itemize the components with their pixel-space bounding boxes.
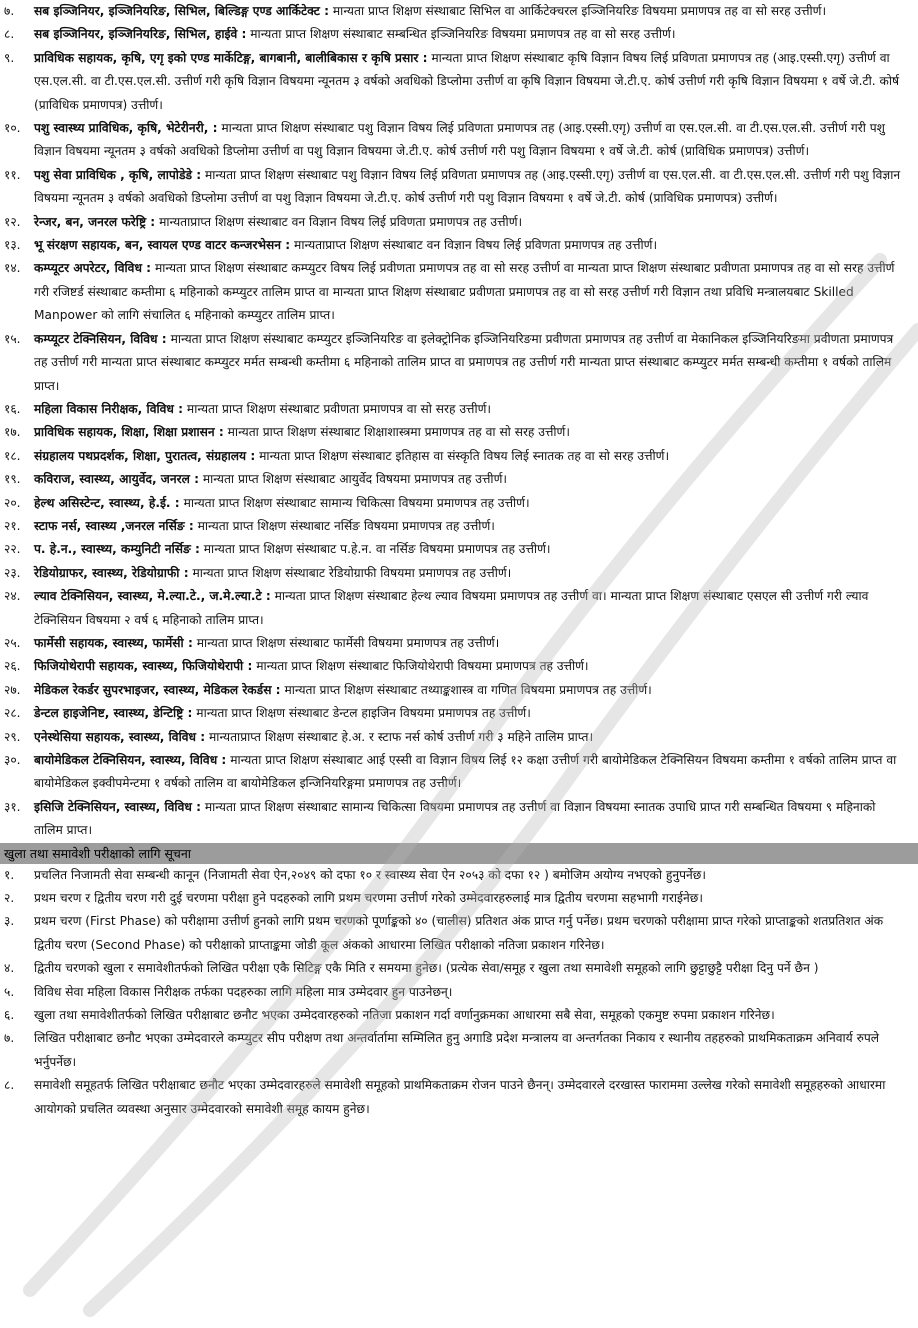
qualification-text: मान्यता प्राप्त शिक्षण संस्थाबाट सम्बन्धित इञ्जिनियरिङ विषयमा प्रमाणपत्र तह वा सो सरह उत्तीर्ण। <box>250 27 676 42</box>
eligibility-item <box>0 445 918 468</box>
eligibility-item <box>0 796 918 843</box>
item-number: १४. <box>4 261 21 276</box>
qualification-text: मान्यता प्राप्त शिक्षण संस्थाबाट सामान्य चिकित्सा विषयमा प्रमाणपत्र तह उत्तीर्ण वा विज्ञान विषयमा स्नातक उपाधि प्राप्त गरी सम्बन्धित विषयमा ९ महिनाको तालिम प्राप्त। <box>34 799 876 838</box>
post-title: सब इञ्जिनियर, इञ्जिनियरिङ, सिभिल, हाईवे : <box>34 27 247 42</box>
item-number: ८. <box>4 27 15 42</box>
item-number: ७. <box>4 4 15 18</box>
item-body <box>34 492 908 515</box>
item-body <box>34 234 908 257</box>
eligibility-item <box>0 749 918 796</box>
eligibility-item <box>0 23 918 46</box>
item-body <box>34 23 908 46</box>
qualification-text: मान्यता प्राप्त शिक्षण संस्थाबाट हेल्थ ल्याव विषयमा प्रमाणपत्र तह उत्तीर्ण वा। मान्यता प्राप्त शिक्षण संस्थाबाट एसएल सी उत्तीर्ण गरी ल्याव टेक्निसियन विषयमा २ वर्ष ६ महिनाको तालिम प्राप्त। <box>34 589 869 627</box>
qualification-text: मान्यता प्राप्त शिक्षण संस्थाबाट रेडियोग्राफी विषयमा प्रमाणपत्र तह उत्तीर्ण। <box>192 565 512 580</box>
item-number: २८. <box>4 706 21 721</box>
post-title: रेडियोग्राफर, स्वास्थ्य, रेडियोग्राफी : <box>34 565 189 580</box>
post-title: प. हे.न., स्वास्थ्य, कम्युनिटी नर्सिङ : <box>34 542 200 557</box>
notice-item <box>0 981 918 1004</box>
qualification-text: मान्यता प्राप्त शिक्षण संस्थाबाट आई एस्सी वा विज्ञान विषय लिई १२ कक्षा उत्तीर्ण गरी बायोमेडिकल टेक्निसियन विषयमा कम्तीमा १ वर्षको तालिम प्राप्त वा बायोमेडिकल इक्वीपमेन्टमा १ वर्षको तालिम वा बायोमेडिकल इन्जिनियरिङ्गमा प्रमाणपत्र तह उत्तीर्ण। <box>34 753 897 791</box>
item-number: २७. <box>4 682 21 697</box>
qualification-text: मान्यता प्राप्त शिक्षण संस्थाबाट पशु विज्ञान विषय लिई प्रविणता प्रमाणपत्र तह (आइ.एस्सी.एगृ) उत्तीर्ण वा एस.एल.सी. वा टी.एस.एल.सी. उत्तीर्ण गरी पशु विज्ञान विषयमा न्यूनतम ३ वर्षको अवधिको डिप्लोमा उत्तीर्ण वा पशु विज्ञान विषयमा जे.टी.ए. कोर्ष उत्तीर्ण गरी पशु विज्ञान विषयमा १ वर्षे जे.टी. कोर्ष (प्राविधिक प्रमाणपत्र) उत्तीर्ण। <box>34 121 885 159</box>
eligibility-item <box>0 164 918 211</box>
eligibility-item <box>0 655 918 678</box>
item-number: ९. <box>4 50 15 65</box>
notice-text: प्रथम चरण र द्वितीय चरण गरी दुई चरणमा परीक्षा हुने पदहरुको लागि प्रथम चरणमा उत्तीर्ण गरेको उम्मेदवारहरुलाई मात्र द्वितीय चरणमा सहभागी गराईनेछ। <box>34 891 703 906</box>
notice-number: २. <box>4 891 15 906</box>
qualification-text: मान्यता प्राप्त शिक्षण संस्थाबाट पशु विज्ञान विषय लिई प्रविणता प्रमाणपत्र तह (आइ.एस्सी.एगृ) उत्तीर्ण वा एस.एल.सी. वा टी.एस.एल.सी. उत्तीर्ण गरी पशु विज्ञान विषयमा न्यूनतम ३ वर्षको अवधिको डिप्लोमा उत्तीर्ण वा पशु विज्ञान विषयमा जे.टी.ए. कोर्ष उत्तीर्ण गरी पशु विज्ञान विषयमा १ वर्षे जे.टी. कोर्ष (प्राविधिक प्रमाणपत्र) उत्तीर्ण। <box>34 167 901 206</box>
post-title: इसिजि टेक्निसियन, स्वास्थ्य, विविध : <box>34 799 201 814</box>
eligibility-item <box>0 47 918 117</box>
notice-text: प्रचलित निजामती सेवा सम्बन्धी कानून (निजामती सेवा ऐन,२०४९ को दफा १० र स्वास्थ्य सेवा ऐन २०५३ को दफा १२ ) बमोजिम अयोग्य नभएको हुनुपर्नेछ। <box>34 867 706 882</box>
qualification-text: मान्यता प्राप्त शिक्षण संस्थाबाट कम्प्युटर इञ्जिनियरिङ वा इलेक्ट्रोनिक इञ्जिनियरिङमा प्रवीणता प्रमाणपत्र तह उत्तीर्ण वा मेकानिकल इञ्जिनियरिङमा प्रवीणता प्रमाणपत्र तह उत्तीर्ण गरी मान्यता प्राप्त संस्थाबाट कम्प्युटर मर्मत सम्बन्धी कम्तीमा ६ महिनाको तालिम प्राप्त वा प्रमाणपत्र तह उत्तीर्ण गरी मान्यता प्राप्त संस्थाबाट कम्प्युटर मर्मत सम्बन्धी कम्तीमा १ वर्षको तालिम प्राप्त। <box>34 331 894 393</box>
notice-list <box>0 864 918 1121</box>
notice-number: ६. <box>4 1008 15 1023</box>
item-body <box>34 655 908 678</box>
qualification-text: मान्यता प्राप्त शिक्षण संस्थाबाट डेन्टल हाइजिन विषयमा प्रमाणपत्र तह उत्तीर्ण। <box>196 706 531 721</box>
item-number: १३. <box>4 238 21 253</box>
post-title: फिजियोथेरापी सहायक, स्वास्थ्य, फिजियोथेरापी : <box>34 659 253 674</box>
eligibility-item <box>0 702 918 725</box>
item-body <box>34 562 908 585</box>
post-title: कम्प्यूटर अपरेटर, विविध : <box>34 261 152 276</box>
notice-number: ८. <box>4 1078 15 1093</box>
post-title: स्टाफ नर्स, स्वास्थ्य ,जनरल नर्सिङ : <box>34 518 194 533</box>
item-number: २५. <box>4 635 21 650</box>
qualification-text: मान्यता प्राप्त शिक्षण संस्थाबाट प्रवीणता प्रमाणपत्र वा सो सरह उत्तीर्ण। <box>186 401 492 416</box>
post-title: पशु स्वास्थ्य प्राविधिक, कृषि, भेटेरीनरी, : <box>34 121 218 136</box>
qualification-text: मान्यता प्राप्त शिक्षण संस्थाबाट सामान्य चिकित्सा विषयमा प्रमाणपत्र तह उत्तीर्ण। <box>183 495 530 510</box>
eligibility-item <box>0 234 918 257</box>
item-body <box>34 702 908 725</box>
eligibility-item <box>0 515 918 538</box>
qualification-text: मान्यताप्राप्त शिक्षण संस्थाबाट वन विज्ञान विषय लिई प्रविणता प्रमाणपत्र तह उत्तीर्ण। <box>294 238 658 253</box>
item-number: २१. <box>4 518 21 533</box>
post-title: प्राविधिक सहायक, कृषि, एगृ इको एण्ड मार्केटिङ्ग, बागबानी, बालीबिकास र कृषि प्रसार : <box>34 50 428 65</box>
item-number: १९. <box>4 472 21 487</box>
item-body <box>34 257 908 327</box>
item-body <box>34 398 908 421</box>
item-number: १०. <box>4 121 21 136</box>
eligibility-item <box>0 492 918 515</box>
notice-item <box>0 1074 918 1121</box>
post-title: एनेस्थेसिया सहायक, स्वास्थ्य, विविध : <box>34 729 206 744</box>
notice-text: लिखित परीक्षाबाट छनौट भएका उम्मेदवारले कम्प्युटर सीप परीक्षण तथा अन्तर्वार्तामा सम्मिलित हुनु अगाडि प्रदेश मन्त्रालय वा अन्तर्गतका निकाय र स्थानीय तहहरुको प्राथमिकताक्रम अनिवार्य रुपले भर्नुपर्नेछ। <box>34 1031 880 1069</box>
eligibility-item <box>0 0 918 23</box>
post-title: रेन्जर, बन, जनरल फरेष्ट्रि : <box>34 214 156 229</box>
notice-item <box>0 910 918 957</box>
post-title: डेन्टल हाइजेनिष्ट, स्वास्थ्य, डेन्टिष्ट्रि : <box>34 706 193 721</box>
eligibility-item <box>0 562 918 585</box>
item-body <box>34 679 908 702</box>
eligibility-item <box>0 117 918 164</box>
item-body <box>34 538 908 561</box>
item-body <box>34 585 908 632</box>
qualification-text: मान्यता प्राप्त शिक्षण संस्थाबाट फिजियोथेरापी विषयमा प्रमाणपत्र तह उत्तीर्ण। <box>256 659 589 674</box>
item-body <box>34 749 908 796</box>
qualification-text: मान्यता प्राप्त शिक्षण संस्थाबाट फार्मेसी विषयमा प्रमाणपत्र तह उत्तीर्ण। <box>196 635 500 650</box>
eligibility-item <box>0 328 918 398</box>
post-title: पशु सेवा प्राविधिक , कृषि, लापोडेडे : <box>34 167 202 182</box>
qualification-text: मान्यता प्राप्त शिक्षण संस्थाबाट आयुर्वेद विषयमा प्रमाणपत्र तह उत्तीर्ण। <box>202 472 507 487</box>
post-title: महिला विकास निरीक्षक, विविध : <box>34 401 184 416</box>
item-body <box>34 796 908 843</box>
notice-text: प्रथम चरण (First Phase) को परीक्षामा उत्तीर्ण हुनको लागि प्रथम चरणको पूर्णाङ्कको ४० (चालीस) प्रतिशत अंक प्राप्त गर्नु पर्नेछ। प्रथम चरणको परीक्षामा प्राप्त गरेको प्राप्ताङ्कको शतप्रतिशत अंक द्वितीय चरण (Second Phase) को परीक्षाको प्राप्ताङ्कमा जोडी कूल अंकको आधारमा लिखित परीक्षाको नतिजा प्रकाशन गरिनेछ। <box>34 914 884 952</box>
qualification-text: मान्यता प्राप्त शिक्षण संस्थाबाट कृषि विज्ञान विषय लिई प्रविणता प्रमाणपत्र तह (आइ.एस्सी.एगृ) उत्तीर्ण वा एस.एल.सी. वा टी.एस.एल.सी. उत्तीर्ण गरी कृषि विज्ञान विषयमा न्यूनतम ३ वर्षको अवधिको डिप्लोमा उत्तीर्ण वा कृषि विज्ञान विषयमा जे.टी.ए. कोर्ष उत्तीर्ण गरी कृषि विज्ञान विषयमा १ वर्षे जे.टी. कोर्ष (प्राविधिक प्रमाणपत्र) उत्तीर्ण। <box>34 50 900 112</box>
post-title: मेडिकल रेकर्डर सुपरभाइजर, स्वास्थ्य, मेडिकल रेकर्डस : <box>34 682 281 697</box>
item-body <box>34 0 908 23</box>
item-body <box>34 211 908 234</box>
item-body <box>34 421 908 444</box>
item-body <box>34 117 908 164</box>
qualification-text: मान्यता प्राप्त शिक्षण संस्थाबाट इतिहास वा संस्कृति विषय लिई स्नातक तह वा सो सरह उत्तीर्ण। <box>259 448 670 463</box>
eligibility-item <box>0 632 918 655</box>
item-body <box>34 515 908 538</box>
post-title: फार्मेसी सहायक, स्वास्थ्य, फार्मेसी : <box>34 635 193 650</box>
notice-number: १. <box>4 867 15 882</box>
post-title: हेल्थ असिस्टेन्ट, स्वास्थ्य, हे.ई. : <box>34 495 180 510</box>
item-number: २४. <box>4 589 21 604</box>
notice-text: विविध सेवा महिला विकास निरीक्षक तर्फका पदहरुका लागि महिला मात्र उम्मेदवार हुन पाउनेछन्। <box>34 984 453 999</box>
eligibility-item <box>0 398 918 421</box>
notice-text: खुला तथा समावेशीतर्फको लिखित परीक्षाबाट छनौट भएका उम्मेदवारहरुको नतिजा प्रकाशन गर्दा वर्णानुक्रमका आधारमा सबै सेवा, समूहको एकमुष्ट रुपमा प्रकाशन गरिनेछ। <box>34 1008 775 1023</box>
qualification-text: मान्यताप्राप्त शिक्षण संस्थाबाट वन विज्ञान विषय लिई प्रविणता प्रमाणपत्र तह उत्तीर्ण। <box>159 214 523 229</box>
item-number: १२. <box>4 214 21 229</box>
notice-number: ७. <box>4 1031 15 1046</box>
qualification-text: मान्यता प्राप्त शिक्षण संस्थाबाट कम्प्युटर विषय लिई प्रवीणता प्रमाणपत्र तह वा सो सरह उत्तीर्ण वा मान्यता प्राप्त शिक्षण संस्थाबाट प्रवीणता प्रमाणपत्र तह वा सो सरह उत्तीर्ण गरी रजिष्टर्ड संस्थाबाट कम्तीमा ६ महिनाको कम्प्युटर तालिम प्राप्त वा मान्यता प्राप्त शिक्षण संस्थाबाट प्रवीणता प्रमाणपत्र तह वा सो सरह उत्तीर्ण गरी विज्ञान तथा प्रविधि मन्त्रालयबाट Skilled Manpower को लागि संचालित ६ महिनाको कम्प्युटर तालिम प्राप्त। <box>34 261 895 323</box>
notice-item <box>0 864 918 887</box>
item-number: २६. <box>4 659 21 674</box>
item-number: २३. <box>4 565 21 580</box>
qualification-text: मान्यता प्राप्त शिक्षण संस्थाबाट तथ्याङ्कशास्त्र वा गणित विषयमा प्रमाणपत्र तह उत्तीर्ण। <box>284 682 652 697</box>
notice-number: ४. <box>4 961 15 976</box>
notice-number: ५. <box>4 984 15 999</box>
eligibility-item <box>0 538 918 561</box>
item-number: १७. <box>4 425 21 440</box>
notice-item <box>0 1027 918 1074</box>
post-title: कम्प्यूटर टेक्निसियन, विविध : <box>34 331 167 346</box>
post-title: कविराज, स्वास्थ्य, आयुर्वेद, जनरल : <box>34 472 199 487</box>
item-body <box>34 47 908 117</box>
item-number: ३१. <box>4 799 21 814</box>
notice-item <box>0 1004 918 1027</box>
eligibility-item <box>0 585 918 632</box>
post-title: प्राविधिक सहायक, शिक्षा, शिक्षा प्रशासन : <box>34 425 224 440</box>
post-title: भू संरक्षण सहायक, बन, स्वायल एण्ड वाटर कन्जरभेसन : <box>34 238 291 253</box>
item-number: २९. <box>4 729 21 744</box>
item-body <box>34 632 908 655</box>
post-title: संग्रहालय पथप्रदर्शक, शिक्षा, पुरातत्व, संग्रहालय : <box>34 448 256 463</box>
post-title: सब इञ्जिनियर, इञ्जिनियरिङ, सिभिल, बिल्डिङ्ग एण्ड आर्किटेक्ट : <box>34 4 330 18</box>
qualification-text: मान्यता प्राप्त शिक्षण संस्थाबाट नर्सिङ विषयमा प्रमाणपत्र तह उत्तीर्ण। <box>197 518 495 533</box>
item-body <box>34 445 908 468</box>
item-body <box>34 468 908 491</box>
item-number: ११. <box>4 167 21 182</box>
notice-heading: खुला तथा समावेशी परीक्षाको लागि सूचना <box>0 843 918 864</box>
post-title: बायोमेडिकल टेक्निसियन, स्वास्थ्य, विविध : <box>34 753 227 767</box>
item-number: २२. <box>4 542 21 557</box>
eligibility-item <box>0 257 918 327</box>
item-number: २०. <box>4 495 21 510</box>
eligibility-item <box>0 679 918 702</box>
item-body <box>34 164 908 211</box>
qualification-text: मान्यता प्राप्त शिक्षण संस्थाबाट प.हे.न. वा नर्सिङ विषयमा प्रमाणपत्र तह उत्तीर्ण। <box>203 542 551 557</box>
item-body <box>34 328 908 398</box>
item-number: ३०. <box>4 753 21 767</box>
eligibility-item <box>0 726 918 749</box>
eligibility-item <box>0 421 918 444</box>
notice-item <box>0 887 918 910</box>
eligibility-item <box>0 211 918 234</box>
item-number: १५. <box>4 331 21 346</box>
post-title: ल्याव टेक्निसियन, स्वास्थ्य, मे.ल्या.टे., ज.मे.ल्या.टे : <box>34 589 271 604</box>
notice-text: समावेशी समूहतर्फ लिखित परीक्षाबाट छनौट भएका उम्मेदवारहरुले समावेशी समूहको प्राथमिकताक्रम रोजन पाउने छैनन्। उम्मेदवारले दरखास्त फाराममा उल्लेख गरेको समावेशी समूहहरुको आधारमा आयोगको प्रचलित व्यवस्था अनुसार उम्मेदवारको समावेशी समूह कायम हुनेछ। <box>34 1078 886 1116</box>
item-number: १६. <box>4 401 21 416</box>
eligibility-item <box>0 468 918 491</box>
notice-number: ३. <box>4 914 15 929</box>
item-body <box>34 726 908 749</box>
qualification-text: मान्यता प्राप्त शिक्षण संस्थाबाट सिभिल वा आर्किटेक्चरल इञ्जिनियरिङ विषयमा प्रमाणपत्र तह वा सो सरह उत्तीर्ण। <box>332 4 827 18</box>
notice-text: द्वितीय चरणको खुला र समावेशीतर्फको लिखित परीक्षा एकै सिटिङ्ग एकै मिति र समयमा हुनेछ। (प्रत्येक सेवा/समूह र खुला तथा समावेशी समूहको लागि छुट्टाछुट्टै परीक्षा दिनु पर्ने छैन ) <box>34 961 819 976</box>
item-number: १८. <box>4 448 21 463</box>
notice-item <box>0 957 918 980</box>
qualification-text: मान्यता प्राप्त शिक्षण संस्थाबाट शिक्षाशास्त्रमा प्रमाणपत्र तह वा सो सरह उत्तीर्ण। <box>227 425 570 440</box>
qualification-text: मान्यताप्राप्त शिक्षण संस्थाबाट हे.अ. र स्टाफ नर्स कोर्ष उत्तीर्ण गरी ३ महिने तालिम प्राप्त। <box>209 729 594 744</box>
